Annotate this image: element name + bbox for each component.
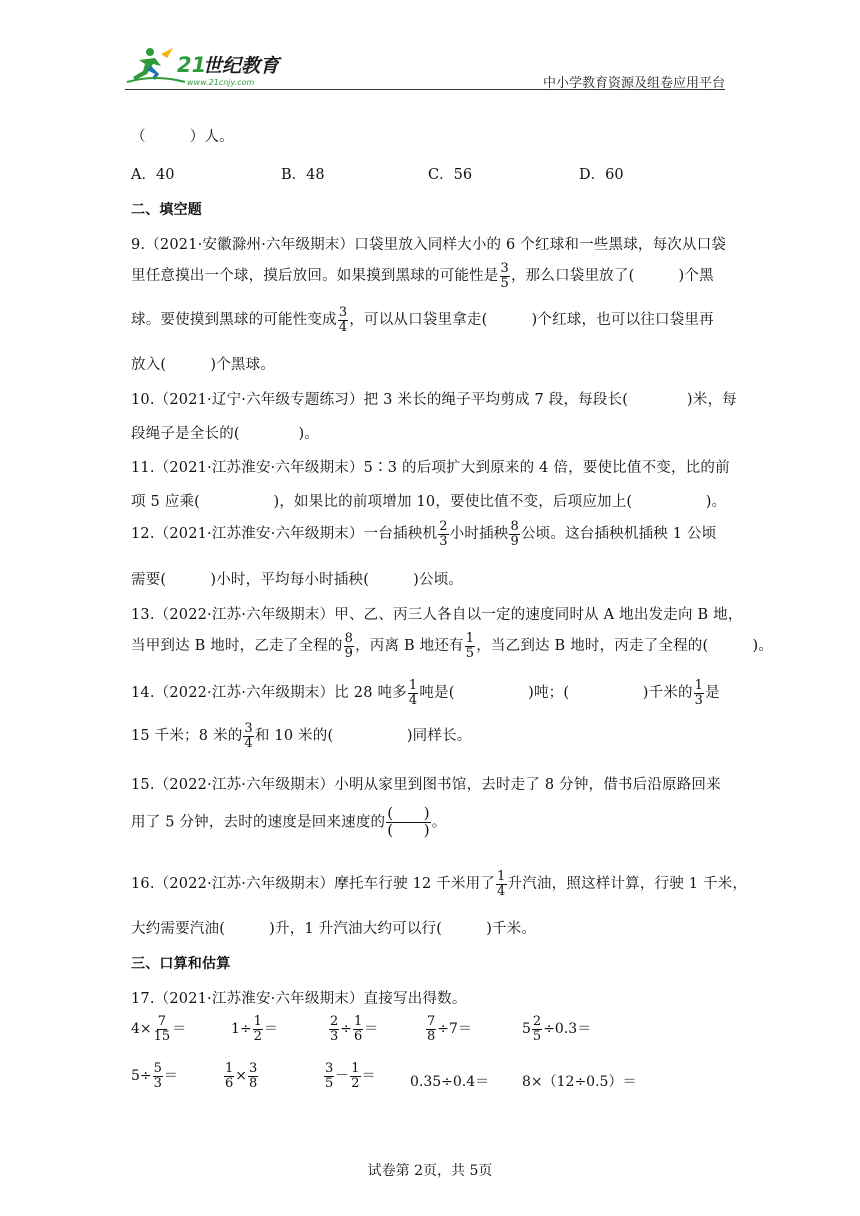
- q10-line2: 段绳子是全长的( )。: [131, 426, 320, 442]
- calc-item: 4× $\frac{7}{15}$ ＝: [131, 1014, 187, 1044]
- fraction: $\frac{1}{4}$: [497, 869, 506, 899]
- fraction: $\frac{3}{4}$: [244, 721, 253, 751]
- logo-text: 世纪教育: [203, 55, 280, 77]
- q11-line2: 项 5 应乘( )，如果比的前项增加 10，要使比值不变，后项应加上( )。: [131, 494, 727, 510]
- platform-name: 中小学教育资源及组卷应用平台: [542, 76, 725, 91]
- fraction: $\frac{1}{5}$: [465, 631, 475, 661]
- calc-item: $\frac{2}{3}$ ÷ $\frac{1}{6}$ ＝: [330, 1014, 379, 1044]
- q9-line4: 放入( )个黑球。: [131, 357, 276, 373]
- calc-item: $\frac{3}{5}$ － $\frac{1}{2}$ ＝: [325, 1061, 376, 1091]
- q14-line1: 14.（2022·江苏·六年级期末）比 28 吨多 $\frac{1}{4}$ 吨是( )吨；( )千米的 $\frac{1}{3}$ 是: [131, 678, 720, 708]
- q9-line1: 9.（2021·安徽滁州·六年级期末）口袋里放入同样大小的 6 个红球和一些黑球，每次从口袋: [131, 237, 727, 253]
- fraction: $\frac{8}{9}$: [510, 519, 519, 549]
- section-title-fill-blank: 二、填空题: [131, 202, 202, 218]
- q10-line1: 10.（2021·辽宁·六年级专题练习）把 3 米长的绳子平均剪成 7 段，每段长( )米，每: [131, 392, 737, 408]
- q8-option-c: C．56: [428, 167, 473, 183]
- fraction: $\frac{2}{3}$: [439, 519, 448, 549]
- fraction: $\frac{1}{4}$: [408, 678, 418, 708]
- page-footer: 试卷第 2页，共 5页: [367, 1163, 493, 1179]
- q8-option-a: A．40: [131, 167, 175, 183]
- section-title-mental-math: 三、口算和估算: [131, 956, 231, 972]
- q13-line2: 当甲到达 B 地时，乙走了全程的 $\frac{8}{9}$ ，丙离 B 地还有 $\frac{1}{5}$ ，当乙到达 B 地时，丙走了全程的( )。: [131, 631, 774, 661]
- answer-fraction-blank[interactable]: $\frac{( )}{( )}$: [387, 804, 430, 839]
- logo-url: www.21cnjy.com: [187, 78, 255, 87]
- q8-tail: （ ）人。: [131, 129, 234, 145]
- q16-line1: 16.（2022·江苏·六年级期末）摩托车行驶 12 千米用了 $\frac{1}{4}$ 升汽油，照这样计算，行驶 1 千米，: [131, 869, 748, 899]
- q14-line2: 15 千米；8 米的 $\frac{3}{4}$ 和 10 米的( )同样长。: [131, 721, 472, 751]
- svg-text:21: 21: [177, 53, 207, 77]
- q15-line1: 15.（2022·江苏·六年级期末）小明从家里到图书馆，去时走了 8 分钟，借书后沿原路回来: [131, 777, 721, 793]
- header-divider: [125, 89, 725, 90]
- logo-21cnjy: [125, 44, 305, 88]
- q12-line1: 12.（2021·江苏淮安·六年级期末）一台插秧机 $\frac{2}{3}$ 小时插秧 $\frac{8}{9}$ 公顷。这台插秧机插秧 1 公顷: [131, 519, 717, 549]
- calc-item: 1÷ $\frac{1}{2}$ ＝: [231, 1014, 278, 1044]
- fraction: $\frac{8}{9}$: [344, 631, 354, 661]
- q9-line3: 球。要使摸到黑球的可能性变成 $\frac{3}{4}$ ，可以从口袋里拿走( )个红球，也可以往口袋里再: [131, 305, 714, 335]
- q11-line1: 11.（2021·江苏淮安·六年级期末）5∶3 的后项扩大到原来的 4 倍，要使比值不变，比的前: [131, 460, 730, 476]
- q8-option-d: D．60: [579, 167, 624, 183]
- calc-item: 0.35÷0.4＝: [410, 1074, 490, 1090]
- calc-item: 5 $\frac{2}{5}$ ÷0.3＝: [522, 1014, 592, 1044]
- fraction: $\frac{3}{5}$: [500, 261, 509, 291]
- calc-item: $\frac{7}{8}$ ÷7＝: [427, 1014, 472, 1044]
- calc-item: 8×（12÷0.5）＝: [522, 1074, 637, 1090]
- q13-line1: 13.（2022·江苏·六年级期末）甲、乙、丙三人各自以一定的速度同时从 A 地出发走向 B 地，: [131, 607, 743, 623]
- q16-line2: 大约需要汽油( )升，1 升汽油大约可以行( )千米。: [131, 921, 537, 937]
- fraction: $\frac{1}{3}$: [694, 678, 704, 708]
- q9-line2: 里任意摸出一个球，摸后放回。如果摸到黑球的可能性是 $\frac{3}{5}$ ，那么口袋里放了( )个黑: [131, 261, 714, 291]
- q12-line2: 需要( )小时，平均每小时插秧( )公顷。: [131, 572, 464, 588]
- q15-line2: 用了 5 分钟，去时的速度是回来速度的 $\frac{( )}{( )}$ 。: [131, 804, 447, 839]
- page-header: [125, 40, 725, 90]
- calc-item: 5÷ $\frac{5}{3}$ ＝: [131, 1061, 178, 1091]
- fraction: $\frac{3}{4}$: [338, 305, 348, 335]
- q17-line1: 17.（2021·江苏淮安·六年级期末）直接写出得数。: [131, 991, 467, 1007]
- calc-item: $\frac{1}{6}$ × $\frac{3}{8}$: [225, 1061, 258, 1091]
- q8-option-b: B．48: [281, 167, 325, 183]
